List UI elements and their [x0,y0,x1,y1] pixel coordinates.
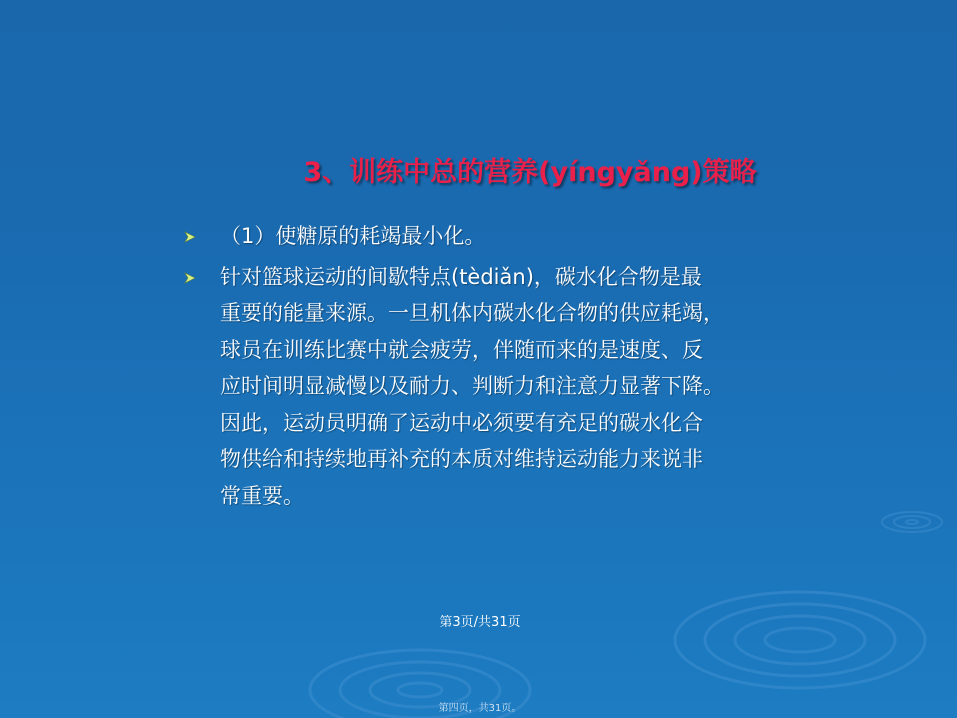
bullet-item [180,218,790,255]
bullet-text-line: 物供给和持续地再补充的本质对维持运动能力来说非 [220,447,703,471]
bullet-text-line: 常重要。 [220,483,304,508]
bullet-item [180,259,790,515]
bullet-text-line: 因此，运动员明确了运动中必须要有充足的碳水化合 [220,410,703,435]
page-number: 第3页/共31页 [439,615,521,630]
bullet-text-line: 重要的能量来源。一旦机体内碳水化合物的供应耗竭， [220,301,724,325]
arrow-bullet-icon [184,272,196,284]
bullet-text-line: （1）使糖原的耗竭最小化。 [220,224,486,248]
bullet-text-line: 应时间明显减慢以及耐力、判断力和注意力显著下降。 [220,374,724,398]
bullet-text-line: 球员在训练比赛中就会疲劳，伴随而来的是速度、反 [220,337,703,362]
slide-title: 3、训练中总的营养(yíngyǎng)策略 [303,157,757,188]
bullet-text-line: 针对篮球运动的间歇特点(tèdiǎn)，碳水化合物是最 [220,264,702,289]
arrow-bullet-icon [184,231,196,243]
bottom-page-label: 第四页，共31页。 [438,703,522,714]
bullet-list [180,218,790,518]
